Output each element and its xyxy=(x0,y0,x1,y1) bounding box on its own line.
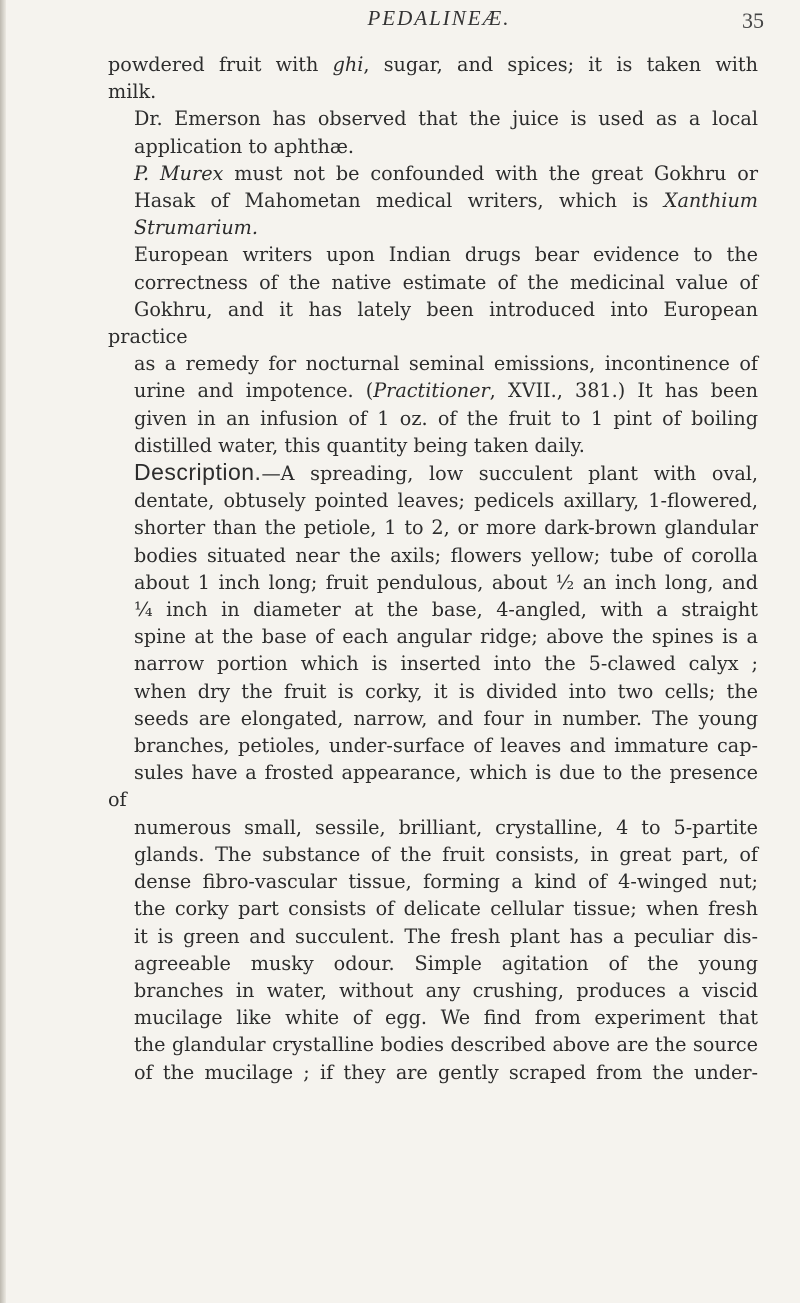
body-text xyxy=(108,51,758,1086)
text-line: branches, petioles, under-surface of leaves and immature cap- xyxy=(134,734,758,758)
paragraph-2 xyxy=(108,105,758,159)
text-line: bodies situated near the axils; flowers yellow; tube of corolla xyxy=(134,543,758,567)
text-line: Gokhru, and it has lately been introduced into European practice xyxy=(108,297,758,349)
text-line: powdered fruit with ghi, sugar, and spices; it is taken with xyxy=(108,53,758,76)
page-header xyxy=(108,6,770,40)
paragraph-1 xyxy=(108,51,758,105)
text-line: when dry the fruit is corky, it is divided into two cells; the xyxy=(134,679,758,703)
text-line: narrow portion which is inserted into the 5-clawed calyx ; xyxy=(134,652,758,676)
text-line: the corky part consists of delicate cellular tissue; when fresh xyxy=(134,897,758,921)
text-line: branches in water, without any crushing, produces a viscid xyxy=(134,978,758,1002)
text-line: glands. The substance of the fruit consists, in great part, of xyxy=(134,842,758,866)
text-line: application to aphthæ. xyxy=(134,134,354,158)
paragraph-3 xyxy=(108,160,758,242)
text-line: it is green and succulent. The fresh plant has a peculiar dis- xyxy=(134,924,758,948)
text-line: mucilage like white of egg. We find from experiment that xyxy=(134,1006,758,1030)
text-line: numerous small, sessile, brilliant, crystalline, 4 to 5-partite xyxy=(134,815,758,839)
text-line: sules have a frosted appearance, which is due to the presence of xyxy=(108,761,758,812)
text-line: as a remedy for nocturnal seminal emissions, incontinence of xyxy=(134,352,758,376)
text-line: correctness of the native estimate of the medicinal value of xyxy=(134,270,758,294)
text-line: the glandular crystalline bodies described above are the source xyxy=(134,1033,758,1057)
section-heading: Description. xyxy=(134,459,262,486)
text-line: spine at the base of each angular ridge; above the spines is a xyxy=(134,625,758,649)
text-line: of the mucilage ; if they are gently scraped from the under- xyxy=(134,1060,758,1084)
text-line: distilled water, this quantity being taken daily. xyxy=(134,433,585,457)
text-line: dense fibro-vascular tissue, forming a kind of 4-winged nut; xyxy=(134,870,758,894)
running-head: PEDALINEÆ. xyxy=(367,6,511,30)
text-line: agreeable musky odour. Simple agitation of the young xyxy=(134,951,758,975)
text-line: Strumarium. xyxy=(134,216,258,240)
text-line: P. Murex must not be confounded with the great Gokhru or xyxy=(134,161,758,185)
text-line: about 1 inch long; fruit pendulous, about ½ an inch long, and xyxy=(134,570,758,594)
page-number: 35 xyxy=(742,8,764,33)
text-line: European writers upon Indian drugs bear evidence to the xyxy=(134,243,758,267)
italic-term: ghi xyxy=(332,53,364,76)
text-line: Description.—A spreading, low succulent plant with oval, xyxy=(134,459,758,486)
text-line: seeds are elongated, narrow, and four in number. The young xyxy=(134,706,758,730)
text-line: shorter than the petiole, 1 to 2, or more dark-brown glandular xyxy=(134,516,758,540)
text-line: given in an infusion of 1 oz. of the fruit to 1 pint of boiling xyxy=(134,406,758,430)
text-line: urine and impotence. (Practitioner, XVII., 381.) It has been xyxy=(134,379,759,403)
text-line: Hasak of Mahometan medical writers, which is Xanthium xyxy=(134,189,758,213)
text-line: ¼ inch in diameter at the base, 4-angled, with a straight xyxy=(134,598,758,622)
text-line: Dr. Emerson has observed that the juice is used as a local xyxy=(134,107,758,131)
text-line: dentate, obtusely pointed leaves; pedicels axillary, 1-flowered, xyxy=(134,489,758,513)
text-line: milk. xyxy=(108,80,157,104)
page-edge-shadow xyxy=(0,0,6,1303)
paragraph-description xyxy=(108,459,758,1086)
paragraph-4 xyxy=(108,241,758,459)
